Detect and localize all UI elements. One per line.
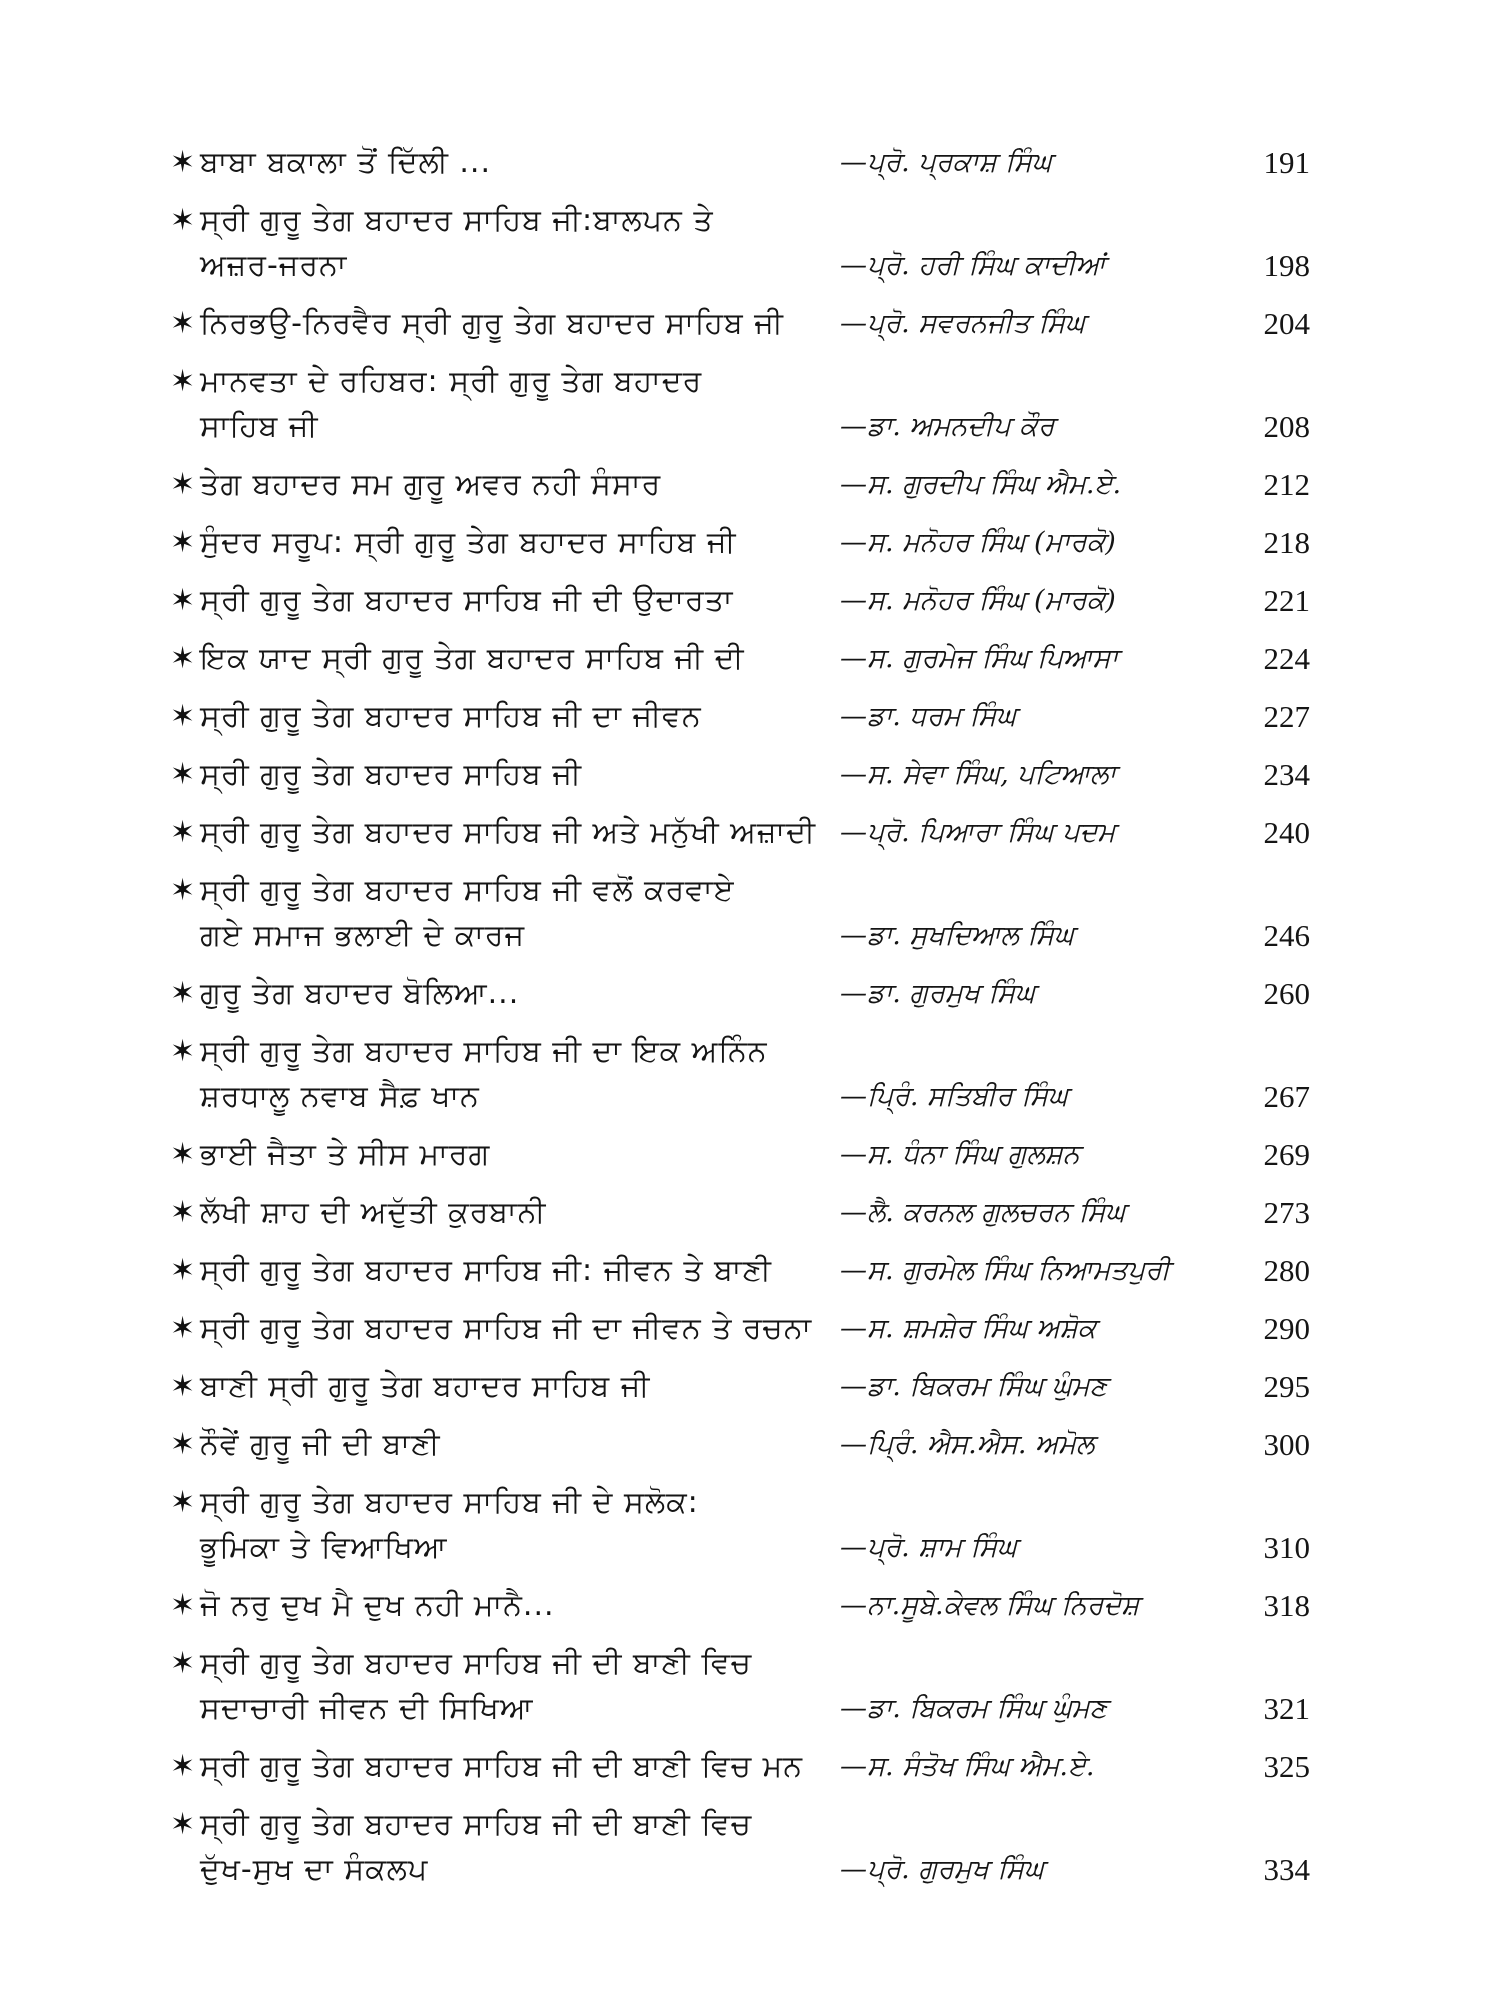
star-bullet-icon: ✶	[170, 1034, 196, 1069]
entry-title-line: ਸ੍ਰੀ ਗੁਰੂ ਤੇਗ ਬਹਾਦਰ ਸਾਹਿਬ ਜੀ ਅਤੇ ਮਨੁੱਖੀ ਅਜ਼ਾਦੀ	[200, 815, 816, 850]
toc-entry	[170, 520, 1350, 565]
entry-author: —ਪ੍ਰਿੰ. ਐਸ.ਐਸ. ਅਮੋਲ	[840, 1429, 1095, 1460]
entry-title	[170, 140, 830, 185]
star-bullet-icon: ✶	[170, 1137, 196, 1172]
toc-entry	[170, 694, 1350, 739]
entry-title	[170, 578, 830, 623]
star-bullet-icon: ✶	[170, 583, 196, 618]
entry-title-line: ਸ੍ਰੀ ਗੁਰੂ ਤੇਗ ਬਹਾਦਰ ਸਾਹਿਬ ਜੀ ਦੀ ਬਾਣੀ ਵਿਚ	[200, 1646, 753, 1681]
toc-entry	[170, 1480, 1350, 1570]
entry-title	[170, 1248, 830, 1293]
toc-entry	[170, 1132, 1350, 1177]
entry-title	[170, 694, 830, 739]
star-bullet-icon: ✶	[170, 364, 196, 399]
entry-title	[170, 810, 830, 855]
entry-author: —ਲੈ. ਕਰਨਲ ਗੁਲਚਰਨ ਸਿੰਘ	[840, 1197, 1126, 1228]
entry-author: —ਪ੍ਰੋ. ਸ਼ਾਮ ਸਿੰਘ	[840, 1532, 1018, 1563]
entry-title	[170, 1190, 830, 1235]
star-bullet-icon: ✶	[170, 757, 196, 792]
entry-title-line: ਨੌਵੇਂ ਗੁਰੂ ਜੀ ਦੀ ਬਾਣੀ	[200, 1427, 441, 1462]
entry-title-line: ਸੁੰਦਰ ਸਰੂਪ: ਸ੍ਰੀ ਗੁਰੂ ਤੇਗ ਬਹਾਦਰ ਸਾਹਿਬ ਜੀ	[200, 525, 737, 560]
star-bullet-icon: ✶	[170, 1253, 196, 1288]
entry-author: —ਸ. ਸੰਤੋਖ ਸਿੰਘ ਐਮ.ਏ.	[840, 1751, 1095, 1782]
entry-title-line: ਸ੍ਰੀ ਗੁਰੂ ਤੇਗ ਬਹਾਦਰ ਸਾਹਿਬ ਜੀ ਦੀ ਉਦਾਰਤਾ	[200, 583, 734, 618]
entry-title	[170, 1132, 830, 1177]
entry-page-number: 273	[1263, 1195, 1310, 1230]
toc-entry	[170, 359, 1350, 449]
entry-title-line: ਸ੍ਰੀ ਗੁਰੂ ਤੇਗ ਬਹਾਦਰ ਸਾਹਿਬ ਜੀ: ਜੀਵਨ ਤੇ ਬਾਣੀ	[200, 1253, 772, 1288]
entry-title	[170, 301, 830, 346]
star-bullet-icon: ✶	[170, 1588, 196, 1623]
toc-entry	[170, 1364, 1350, 1409]
entry-page-number: 191	[1263, 145, 1310, 180]
toc-entry	[170, 198, 1350, 288]
entry-title	[170, 1641, 830, 1731]
entry-author: —ਨਾ.ਸੂਬੇ.ਕੇਵਲ ਸਿੰਘ ਨਿਰਦੋਸ਼	[840, 1590, 1140, 1621]
entry-author: —ਡਾ. ਬਿਕਰਮ ਸਿੰਘ ਘੁੰਮਣ	[840, 1693, 1108, 1724]
entry-title	[170, 359, 830, 449]
entry-title-line: ਬਾਣੀ ਸ੍ਰੀ ਗੁਰੂ ਤੇਗ ਬਹਾਦਰ ਸਾਹਿਬ ਜੀ	[200, 1369, 651, 1404]
entry-author: —ਸ. ਗੁਰਦੀਪ ਸਿੰਘ ਐਮ.ਏ.	[840, 469, 1122, 500]
star-bullet-icon: ✶	[170, 815, 196, 850]
entry-page-number: 310	[1263, 1530, 1310, 1565]
entry-title	[170, 1306, 830, 1351]
entry-author: —ਡਾ. ਬਿਕਰਮ ਸਿੰਘ ਘੁੰਮਣ	[840, 1371, 1108, 1402]
toc-entry	[170, 752, 1350, 797]
star-bullet-icon: ✶	[170, 467, 196, 502]
entry-page-number: 280	[1263, 1253, 1310, 1288]
toc-entry	[170, 1306, 1350, 1351]
toc-entry	[170, 868, 1350, 958]
star-bullet-icon: ✶	[170, 1311, 196, 1346]
entry-title-line: ਸ੍ਰੀ ਗੁਰੂ ਤੇਗ ਬਹਾਦਰ ਸਾਹਿਬ ਜੀ ਦਾ ਜੀਵਨ ਤੇ ਰਚਨਾ	[200, 1311, 813, 1346]
entry-title-line: ਭੂਮਿਕਾ ਤੇ ਵਿਆਖਿਆ	[200, 1530, 448, 1565]
star-bullet-icon: ✶	[170, 203, 196, 238]
toc-entry	[170, 140, 1350, 185]
entry-page-number: 321	[1263, 1691, 1310, 1726]
entry-page-number: 325	[1263, 1749, 1310, 1784]
entry-page-number: 218	[1263, 525, 1310, 560]
entry-title	[170, 1480, 830, 1570]
entry-author: —ਸ. ਮਨੋਹਰ ਸਿੰਘ (ਮਾਰਕੋ)	[840, 527, 1116, 558]
entry-title	[170, 462, 830, 507]
star-bullet-icon: ✶	[170, 699, 196, 734]
entry-author: —ਪ੍ਰੋ. ਪਿਆਰਾ ਸਿੰਘ ਪਦਮ	[840, 817, 1116, 848]
star-bullet-icon: ✶	[170, 306, 196, 341]
entry-title	[170, 1422, 830, 1467]
toc-entry	[170, 301, 1350, 346]
entry-title-line: ਬਾਬਾ ਬਕਾਲਾ ਤੋਂ ਦਿੱਲੀ ...	[200, 145, 492, 180]
entry-page-number: 234	[1263, 757, 1310, 792]
entry-title-line: ਸ੍ਰੀ ਗੁਰੂ ਤੇਗ ਬਹਾਦਰ ਸਾਹਿਬ ਜੀ ਦੀ ਬਾਣੀ ਵਿਚ ਮਨ	[200, 1749, 804, 1784]
entry-title-line: ਦੁੱਖ-ਸੁਖ ਦਾ ਸੰਕਲਪ	[200, 1852, 429, 1887]
entry-author: —ਡਾ. ਸੁਖਦਿਆਲ ਸਿੰਘ	[840, 920, 1075, 951]
star-bullet-icon: ✶	[170, 1646, 196, 1681]
toc-entry	[170, 1583, 1350, 1628]
entry-title-line: ਜੋ ਨਰੁ ਦੁਖ ਮੈ ਦੁਖ ਨਹੀ ਮਾਨੈ...	[200, 1588, 555, 1623]
entry-title	[170, 752, 830, 797]
entry-page-number: 295	[1263, 1369, 1310, 1404]
entry-title-line: ਨਿਰਭਉ-ਨਿਰਵੈਰ ਸ੍ਰੀ ਗੁਰੂ ਤੇਗ ਬਹਾਦਰ ਸਾਹਿਬ ਜੀ	[200, 306, 784, 341]
star-bullet-icon: ✶	[170, 145, 196, 180]
entry-title-line: ਸ਼ਰਧਾਲੂ ਨਵਾਬ ਸੈਫ਼ ਖਾਨ	[200, 1079, 480, 1114]
entry-page-number: 227	[1263, 699, 1310, 734]
toc-entry	[170, 971, 1350, 1016]
entry-page-number: 260	[1263, 976, 1310, 1011]
entry-author: —ਡਾ. ਅਮਨਦੀਪ ਕੌਰ	[840, 411, 1055, 442]
toc-entry	[170, 1248, 1350, 1293]
star-bullet-icon: ✶	[170, 1427, 196, 1462]
entry-page-number: 269	[1263, 1137, 1310, 1172]
entry-title-line: ਗੁਰੂ ਤੇਗ ਬਹਾਦਰ ਬੋਲਿਆ...	[200, 976, 520, 1011]
toc-entry	[170, 578, 1350, 623]
toc-entry	[170, 462, 1350, 507]
entry-title-line: ਸਾਹਿਬ ਜੀ	[200, 409, 319, 444]
entry-title	[170, 868, 830, 958]
toc-entry	[170, 636, 1350, 681]
entry-page-number: 204	[1263, 306, 1310, 341]
entry-title-line: ਇਕ ਯਾਦ ਸ੍ਰੀ ਗੁਰੂ ਤੇਗ ਬਹਾਦਰ ਸਾਹਿਬ ਜੀ ਦੀ	[200, 641, 745, 676]
entry-title	[170, 520, 830, 565]
entry-title-line: ਸ੍ਰੀ ਗੁਰੂ ਤੇਗ ਬਹਾਦਰ ਸਾਹਿਬ ਜੀ ਦੀ ਬਾਣੀ ਵਿਚ	[200, 1807, 753, 1842]
entry-page-number: 334	[1263, 1852, 1310, 1887]
entry-author: —ਪ੍ਰਿੰ. ਸਤਿਬੀਰ ਸਿੰਘ	[840, 1081, 1069, 1112]
entry-title	[170, 636, 830, 681]
star-bullet-icon: ✶	[170, 1485, 196, 1520]
star-bullet-icon: ✶	[170, 1749, 196, 1784]
entry-title	[170, 1744, 830, 1789]
entry-title	[170, 198, 830, 288]
entry-author: —ਡਾ. ਗੁਰਮੁਖ ਸਿੰਘ	[840, 978, 1036, 1009]
entry-title-line: ਸ੍ਰੀ ਗੁਰੂ ਤੇਗ ਬਹਾਦਰ ਸਾਹਿਬ ਜੀ	[200, 757, 583, 792]
entry-title-line: ਅਜ਼ਰ-ਜਰਨਾ	[200, 248, 348, 283]
entry-title-line: ਲੱਖੀ ਸ਼ਾਹ ਦੀ ਅਦੁੱਤੀ ਕੁਰਬਾਨੀ	[200, 1195, 547, 1230]
star-bullet-icon: ✶	[170, 873, 196, 908]
entry-author: —ਸ. ਧੰਨਾ ਸਿੰਘ ਗੁਲਸ਼ਨ	[840, 1139, 1080, 1170]
entry-author: —ਪ੍ਰੋ. ਗੁਰਮੁਖ ਸਿੰਘ	[840, 1854, 1045, 1885]
toc-entry	[170, 1802, 1350, 1892]
entry-page-number: 212	[1263, 467, 1310, 502]
entry-page-number: 240	[1263, 815, 1310, 850]
entry-author: —ਸ. ਸ਼ਮਸ਼ੇਰ ਸਿੰਘ ਅਸ਼ੋਕ	[840, 1313, 1097, 1344]
entry-page-number: 318	[1263, 1588, 1310, 1623]
entry-page-number: 300	[1263, 1427, 1310, 1462]
entry-page-number: 224	[1263, 641, 1310, 676]
entry-page-number: 290	[1263, 1311, 1310, 1346]
entry-page-number: 198	[1263, 248, 1310, 283]
entry-author: —ਡਾ. ਧਰਮ ਸਿੰਘ	[840, 701, 1017, 732]
table-of-contents	[170, 140, 1350, 1905]
entry-page-number: 221	[1263, 583, 1310, 618]
star-bullet-icon: ✶	[170, 1807, 196, 1842]
entry-title	[170, 1802, 830, 1892]
entry-title-line: ਸ੍ਰੀ ਗੁਰੂ ਤੇਗ ਬਹਾਦਰ ਸਾਹਿਬ ਜੀ ਦੇ ਸਲੋਕ:	[200, 1485, 699, 1520]
entry-title	[170, 1364, 830, 1409]
entry-title-line: ਤੇਗ ਬਹਾਦਰ ਸਮ ਗੁਰੂ ਅਵਰ ਨਹੀ ਸੰਸਾਰ	[200, 467, 662, 502]
entry-title	[170, 1029, 830, 1119]
entry-title-line: ਸ੍ਰੀ ਗੁਰੂ ਤੇਗ ਬਹਾਦਰ ਸਾਹਿਬ ਜੀ ਦਾ ਜੀਵਨ	[200, 699, 702, 734]
entry-title-line: ਸ੍ਰੀ ਗੁਰੂ ਤੇਗ ਬਹਾਦਰ ਸਾਹਿਬ ਜੀ ਵਲੋਂ ਕਰਵਾਏ	[200, 873, 735, 908]
entry-author: —ਪ੍ਰੋ. ਸਵਰਨਜੀਤ ਸਿੰਘ	[840, 308, 1086, 339]
toc-entry	[170, 810, 1350, 855]
entry-title	[170, 971, 830, 1016]
entry-author: —ਸ. ਗੁਰਮੇਲ ਸਿੰਘ ਨਿਆਮਤਪੁਰੀ	[840, 1255, 1170, 1286]
entry-author: —ਸ. ਗੁਰਮੇਜ ਸਿੰਘ ਪਿਆਸਾ	[840, 643, 1119, 674]
toc-entry	[170, 1744, 1350, 1789]
toc-entry	[170, 1641, 1350, 1731]
star-bullet-icon: ✶	[170, 525, 196, 560]
entry-title-line: ਮਾਨਵਤਾ ਦੇ ਰਹਿਬਰ: ਸ੍ਰੀ ਗੁਰੂ ਤੇਗ ਬਹਾਦਰ	[200, 364, 703, 399]
entry-title-line: ਗਏ ਸਮਾਜ ਭਲਾਈ ਦੇ ਕਾਰਜ	[200, 918, 526, 953]
star-bullet-icon: ✶	[170, 641, 196, 676]
toc-entry	[170, 1190, 1350, 1235]
toc-entry	[170, 1422, 1350, 1467]
entry-author: —ਸ. ਸੇਵਾ ਸਿੰਘ, ਪਟਿਆਲਾ	[840, 759, 1117, 790]
entry-page-number: 246	[1263, 918, 1310, 953]
toc-entry	[170, 1029, 1350, 1119]
entry-author: —ਪ੍ਰੋ. ਹਰੀ ਸਿੰਘ ਕਾਦੀਆਂ	[840, 250, 1106, 281]
star-bullet-icon: ✶	[170, 1369, 196, 1404]
entry-title	[170, 1583, 830, 1628]
entry-title-line: ਸ੍ਰੀ ਗੁਰੂ ਤੇਗ ਬਹਾਦਰ ਸਾਹਿਬ ਜੀ ਦਾ ਇਕ ਅਨਿੰਨ	[200, 1034, 768, 1069]
star-bullet-icon: ✶	[170, 976, 196, 1011]
entry-page-number: 267	[1263, 1079, 1310, 1114]
entry-author: —ਪ੍ਰੋ. ਪ੍ਰਕਾਸ਼ ਸਿੰਘ	[840, 147, 1052, 178]
entry-title-line: ਸਦਾਚਾਰੀ ਜੀਵਨ ਦੀ ਸਿਖਿਆ	[200, 1691, 534, 1726]
entry-page-number: 208	[1263, 409, 1310, 444]
entry-author: —ਸ. ਮਨੋਹਰ ਸਿੰਘ (ਮਾਰਕੋ)	[840, 585, 1116, 616]
star-bullet-icon: ✶	[170, 1195, 196, 1230]
entry-title-line: ਭਾਈ ਜੈਤਾ ਤੇ ਸੀਸ ਮਾਰਗ	[200, 1137, 491, 1172]
entry-title-line: ਸ੍ਰੀ ਗੁਰੂ ਤੇਗ ਬਹਾਦਰ ਸਾਹਿਬ ਜੀ:ਬਾਲਪਨ ਤੇ	[200, 203, 714, 238]
